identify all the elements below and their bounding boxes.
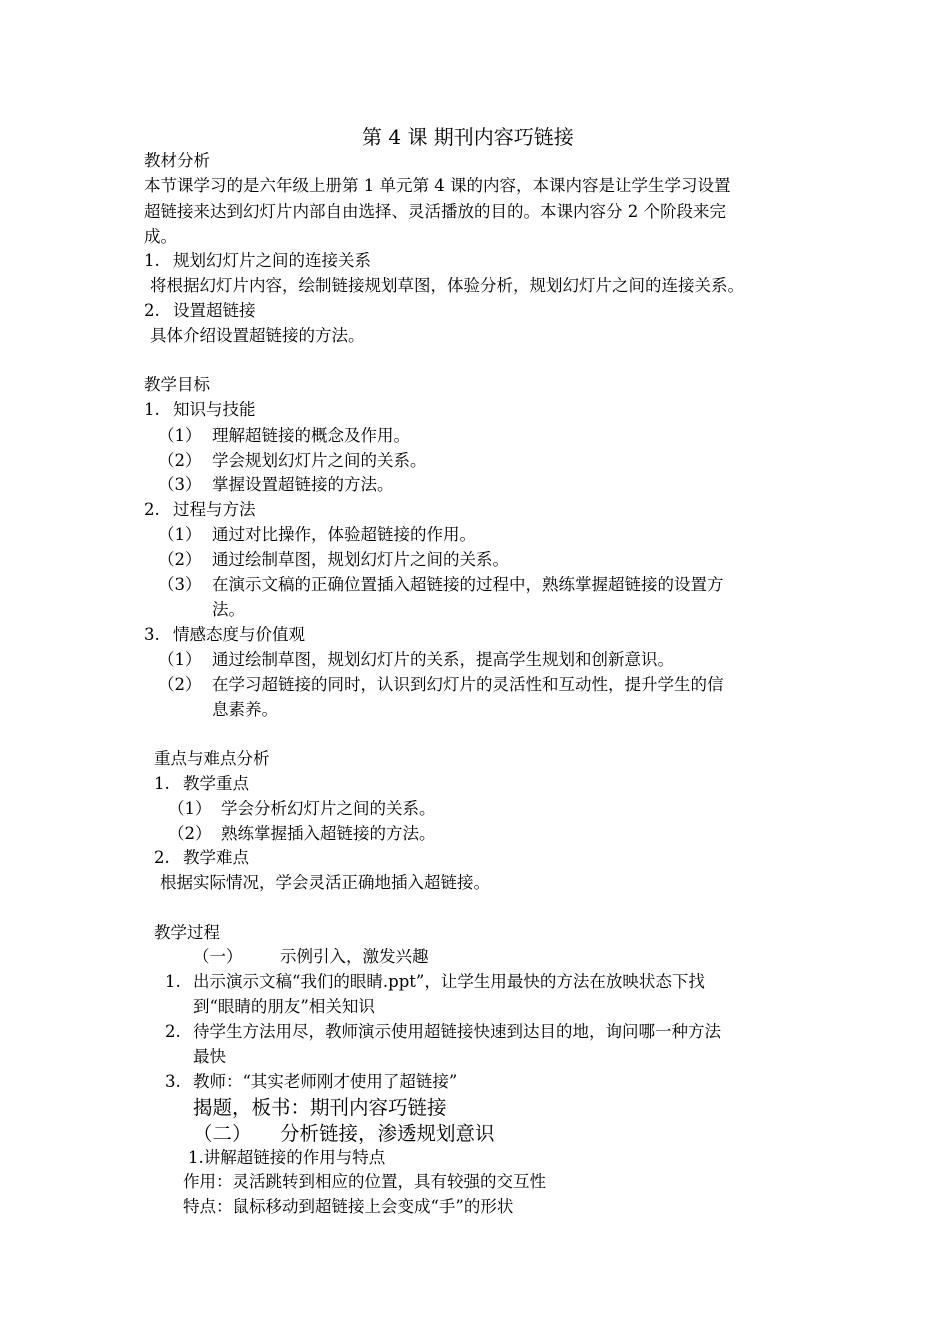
sub-list-item: 学会分析幻灯片之间的关系。	[221, 799, 436, 818]
goal-category-title: 知识与技能	[173, 400, 256, 419]
sub-list-number: （1）	[158, 650, 202, 669]
sub-list-item: 在学习超链接的同时，认识到幻灯片的灵活性和互动性，提升学生的信	[212, 675, 724, 694]
step-text-continuation: 到“眼睛的朋友”相关知识	[193, 997, 375, 1016]
analysis-item-title: 规划幻灯片之间的连接关系	[173, 251, 371, 270]
step-number: 3.	[165, 1072, 181, 1091]
analysis-paragraph-line: 成。	[144, 227, 177, 246]
sub-list-number: （1）	[168, 799, 212, 818]
list-number: 1.	[144, 400, 160, 419]
sub-list-number: （3）	[158, 575, 202, 594]
sub-list-item: 掌握设置超链接的方法。	[212, 475, 394, 494]
sub-list-item: 熟练掌握插入超链接的方法。	[221, 824, 436, 843]
list-number: 2.	[154, 848, 170, 867]
section-heading-goals: 教学目标	[144, 375, 210, 394]
list-number: 2.	[144, 500, 160, 519]
sub-list-number: （2）	[168, 824, 212, 843]
step-number: 1.	[165, 972, 181, 991]
lesson-reveal: 揭题，板书：期刊内容巧链接	[193, 1096, 447, 1119]
hyperlink-role: 作用：灵活跳转到相应的位置，具有较强的交互性	[183, 1172, 546, 1191]
sub-list-number: （2）	[158, 550, 202, 569]
sub-list-number: （1）	[158, 525, 202, 544]
hyperlink-feature: 特点：鼠标移动到超链接上会变成“手”的形状	[183, 1197, 514, 1216]
part-title: 示例引入，激发兴趣	[280, 947, 429, 966]
section-heading-key-points: 重点与难点分析	[154, 749, 270, 768]
sub-list-item: 通过绘制草图，规划幻灯片之间的关系。	[212, 550, 509, 569]
sub-list-item: 理解超链接的概念及作用。	[212, 426, 410, 445]
sub-list-item-continuation: 息素养。	[212, 700, 278, 719]
analysis-item-desc: 具体介绍设置超链接的方法。	[150, 326, 365, 345]
section-heading-analysis: 教材分析	[144, 151, 210, 170]
goal-category-title: 过程与方法	[173, 500, 256, 519]
list-number: 2.	[144, 301, 160, 320]
step-text: 待学生方法用尽，教师演示使用超链接快速到达目的地，询问哪一种方法	[193, 1022, 721, 1041]
sub-list-item: 通过对比操作，体验超链接的作用。	[212, 525, 476, 544]
part-number: （二）	[193, 1122, 252, 1145]
section-heading-process: 教学过程	[154, 923, 220, 942]
part-title: 分析链接，渗透规划意识	[280, 1122, 495, 1145]
analysis-item-desc: 将根据幻灯片内容，绘制链接规划草图，体验分析，规划幻灯片之间的连接关系。	[150, 276, 744, 295]
sub-list-number: （2）	[158, 451, 202, 470]
sub-list-item: 通过绘制草图，规划幻灯片的关系，提高学生规划和创新意识。	[212, 650, 674, 669]
list-number: 3.	[144, 625, 160, 644]
analysis-paragraph-line: 本节课学习的是六年级上册第 1 单元第 4 课的内容，本课内容是让学生学习设置	[144, 176, 731, 195]
sub-topic: 1.讲解超链接的作用与特点	[188, 1148, 386, 1167]
step-text: 教师：“其实老师刚才使用了超链接”	[193, 1072, 458, 1091]
key-difficulty-desc: 根据实际情况，学会灵活正确地插入超链接。	[160, 873, 490, 892]
sub-list-number: （1）	[158, 426, 202, 445]
sub-list-number: （3）	[158, 475, 202, 494]
step-number: 2.	[165, 1022, 181, 1041]
step-text-continuation: 最快	[193, 1047, 226, 1066]
page-title: 第 4 课 期刊内容巧链接	[362, 125, 574, 149]
analysis-item-title: 设置超链接	[173, 301, 256, 320]
sub-list-item: 在演示文稿的正确位置插入超链接的过程中，熟练掌握超链接的设置方	[212, 575, 724, 594]
key-category-title: 教学重点	[183, 774, 249, 793]
sub-list-item-continuation: 法。	[212, 600, 245, 619]
part-number: （一）	[193, 947, 243, 966]
list-number: 1.	[154, 774, 170, 793]
step-text: 出示演示文稿“我们的眼睛.ppt”，让学生用最快的方法在放映状态下找	[193, 972, 705, 991]
list-number: 1.	[144, 251, 160, 270]
sub-list-number: （2）	[158, 675, 202, 694]
goal-category-title: 情感态度与价值观	[173, 625, 305, 644]
key-category-title: 教学难点	[183, 848, 249, 867]
sub-list-item: 学会规划幻灯片之间的关系。	[212, 451, 427, 470]
analysis-paragraph-line: 超链接来达到幻灯片内部自由选择、灵活播放的目的。本课内容分 2 个阶段来完	[144, 202, 726, 221]
